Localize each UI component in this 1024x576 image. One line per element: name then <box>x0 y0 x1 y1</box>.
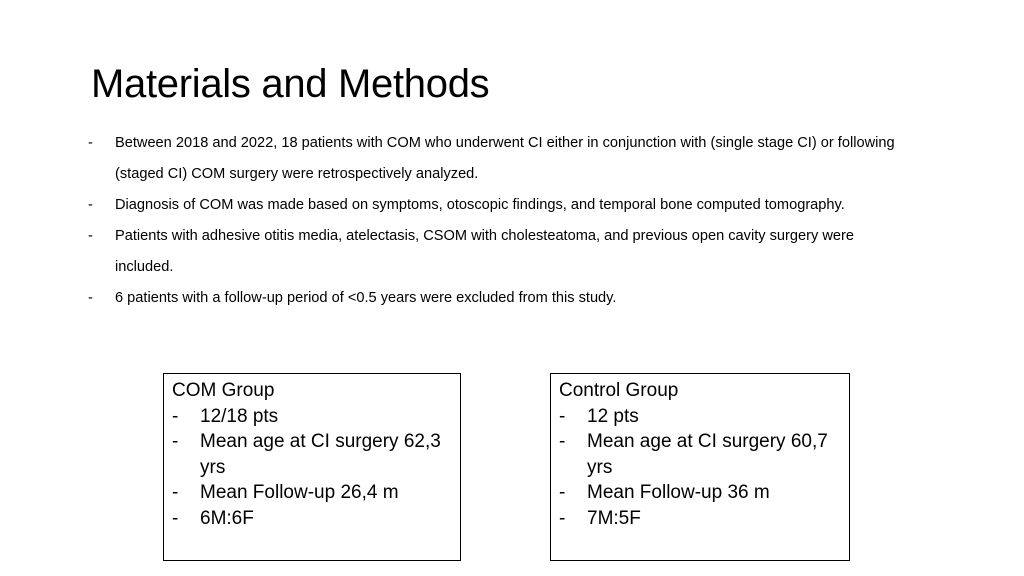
bullet-text: Patients with adhesive otitis media, atelectasis, CSOM with cholesteatoma, and previous open cavity surgery were included. <box>115 228 854 275</box>
item-text: Mean age at CI surgery 62,3 yrs <box>200 431 441 478</box>
bullet-dash: - <box>88 228 93 244</box>
item-text: 12 pts <box>587 405 639 427</box>
bullet-text: Between 2018 and 2022, 18 patients with COM who underwent CI either in conjunction with (single stage CI) or following (staged CI) COM surgery were retrospectively analyzed. <box>115 135 895 182</box>
bullet-dash: - <box>88 290 93 306</box>
methods-bullet-list <box>88 128 908 314</box>
control-group-item <box>559 404 841 430</box>
bullet-text: 6 patients with a follow-up period of <0.5 years were excluded from this study. <box>115 290 617 306</box>
com-group-item <box>172 506 452 532</box>
com-group-item <box>172 429 452 480</box>
control-group-list <box>559 404 841 532</box>
slide-title: Materials and Methods <box>91 62 490 106</box>
bullet-item <box>88 283 908 314</box>
item-text: 12/18 pts <box>200 405 279 427</box>
item-text: 6M:6F <box>200 507 254 529</box>
bullet-text: Diagnosis of COM was made based on symptoms, otoscopic findings, and temporal bone computed tomography. <box>115 197 845 213</box>
control-group-item <box>559 480 841 506</box>
item-dash: - <box>172 405 179 427</box>
bullet-item <box>88 190 908 221</box>
control-group-item <box>559 506 841 532</box>
com-group-list <box>172 404 452 532</box>
item-dash: - <box>559 431 566 452</box>
bullet-item <box>88 221 908 283</box>
bullet-dash: - <box>88 197 93 213</box>
item-dash: - <box>172 431 179 452</box>
control-group-item <box>559 429 841 480</box>
bullet-item <box>88 128 908 190</box>
item-dash: - <box>559 482 566 503</box>
bullet-dash: - <box>88 135 93 151</box>
item-dash: - <box>172 507 179 529</box>
item-dash: - <box>559 507 566 529</box>
control-group-heading: Control Group <box>559 380 679 401</box>
item-text: 7M:5F <box>587 507 641 529</box>
com-group-box <box>163 373 461 561</box>
com-group-heading: COM Group <box>172 380 275 401</box>
item-text: Mean age at CI surgery 60,7 yrs <box>587 431 828 478</box>
item-text: Mean Follow-up 36 m <box>587 482 770 503</box>
item-dash: - <box>172 482 179 503</box>
item-dash: - <box>559 405 566 427</box>
com-group-item <box>172 404 452 430</box>
item-text: Mean Follow-up 26,4 m <box>200 482 399 503</box>
com-group-item <box>172 480 452 506</box>
control-group-box <box>550 373 850 561</box>
